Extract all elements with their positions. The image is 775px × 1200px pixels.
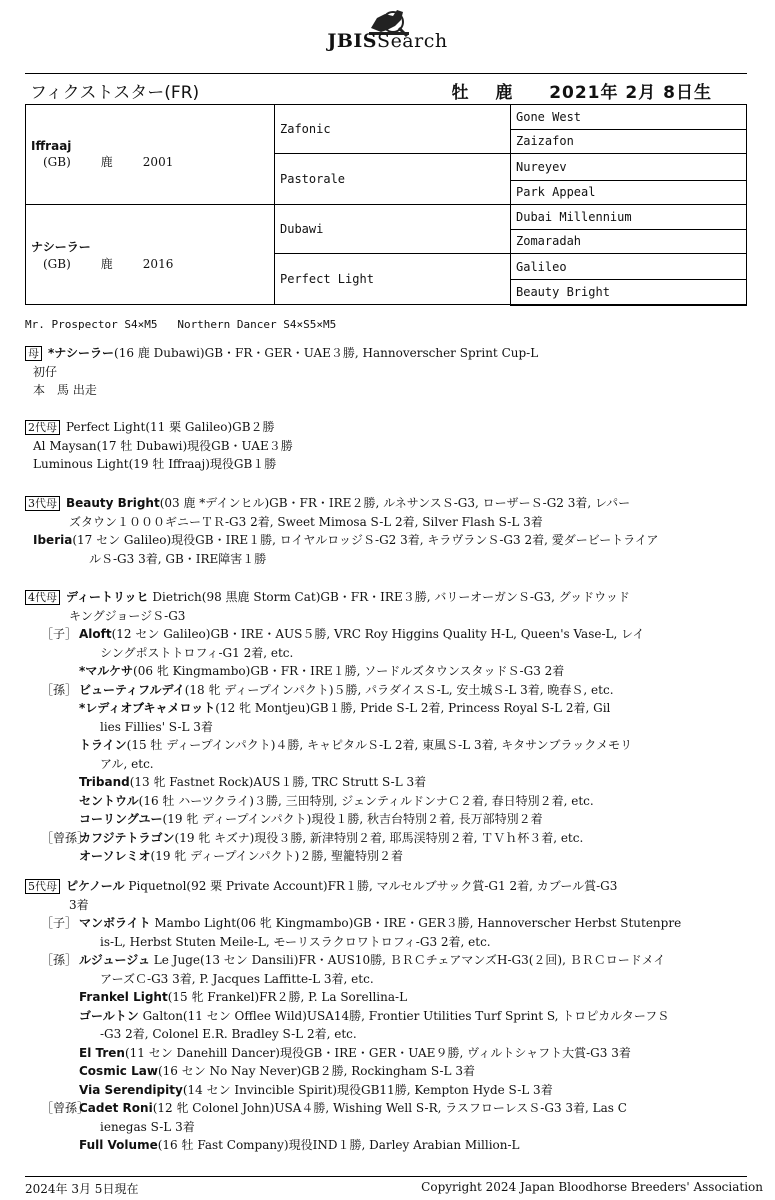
g4-line2: キングジョージＳ-G3: [69, 608, 186, 623]
g4-row-name[interactable]: *マルケサ: [79, 664, 134, 678]
header-divider: [25, 73, 747, 74]
g5-row-tag: ［子］: [41, 916, 78, 930]
sire-color: 鹿: [100, 155, 113, 169]
g2-line3: Luminous Light(19 牡 Iffraaj)現役GB１勝: [33, 457, 277, 471]
jbis-logo[interactable]: [0, 6, 775, 60]
g5-row-continuation: アーズＣ-G3 3着, P. Jacques Laffitte-L 3着, etc.: [100, 971, 374, 986]
g4-row: [25, 810, 755, 829]
g3-name[interactable]: Beauty Bright: [66, 496, 160, 510]
label-g5: 5代母: [25, 879, 60, 894]
pedigree-sire[interactable]: [26, 105, 275, 205]
sire-origin: (GB): [43, 155, 71, 169]
pedigree-sire-sire[interactable]: Zafonic: [275, 105, 511, 154]
g4-row-text: (19 牝 キズナ)現役３勝, 新津特別２着, 耶馬渓特別２着, ＴＶｈ杯３着, etc.: [174, 830, 584, 845]
g5-row-text: Galton(11 セン Offlee Wild)USA14勝, Frontier Utilities Turf Sprint S, トロピカルターフＳ: [138, 1008, 670, 1023]
dam-color: 鹿: [100, 256, 113, 271]
g4-row-text: (16 牡 ハーツクライ)３勝, 三田特別, ジェンティルドンナＣ２着, 春日特別２着, etc.: [138, 793, 594, 808]
g4-row: [25, 773, 755, 792]
pedigree-dss[interactable]: Dubai Millennium: [511, 205, 747, 230]
g5-row-name[interactable]: Full Volume: [79, 1138, 158, 1152]
g4-row-tag: ［孫］: [41, 682, 78, 697]
g5-row: [25, 1136, 755, 1155]
pedigree-dsd[interactable]: Zomaradah: [511, 229, 747, 254]
footer-date: 2024年 3月 5日現在: [25, 1182, 139, 1196]
pedigree-sds[interactable]: Nureyev: [511, 154, 747, 181]
horse-info: [452, 78, 713, 103]
g4-row-text: (13 牝 Fastnet Rock)AUS１勝, TRC Strutt S-L 3着: [129, 775, 427, 789]
footer-divider: [25, 1176, 747, 1177]
g5-row-text: (15 牝 Frankel)FR２勝, P. La Sorellina-L: [167, 990, 408, 1004]
sire-name[interactable]: Iffraaj: [31, 139, 72, 153]
g5-row-text: (11 セン Danehill Dancer)現役GB・IRE・GER・UAE９勝, ヴィルトシャフト大賞-G3 3着: [124, 1045, 631, 1060]
g4-row-name[interactable]: Aloft: [79, 627, 112, 641]
pedigree-dam-sire[interactable]: Dubawi: [275, 205, 511, 254]
g4-row-text: (18 牝 ディープインパクト)５勝, パラダイスＳ-L, 安土城Ｓ-L 3着, 晩春Ｓ, etc.: [184, 682, 614, 697]
g5-text: Piquetnol(92 栗 Private Account)FR１勝, マルセルブサック賞-G1 2着, カブール賞-G3: [124, 879, 618, 893]
pedigree-dds[interactable]: Galileo: [511, 254, 747, 280]
g5-row-text: Le Juge(13 セン Dansili)FR・AUS10勝, ＢＲＣチェアマンズH-G3(２回), ＢＲＣロードメイ: [149, 953, 666, 967]
g4-row: [25, 829, 755, 848]
label-g4: 4代母: [25, 590, 60, 605]
dam-name[interactable]: ナシーラー: [31, 239, 91, 254]
horse-birth: 2021年 2月 8日生: [549, 83, 712, 103]
g5-row-name[interactable]: マンボライト: [79, 916, 151, 930]
pedigree-sdd[interactable]: Park Appeal: [511, 180, 747, 205]
dam-origin: (GB): [43, 256, 71, 271]
g4-row-name[interactable]: コーリングユー: [79, 812, 163, 826]
g2-line2: Al Maysan(17 牡 Dubawi)現役GB・UAE３勝: [33, 438, 293, 453]
g5-row: [25, 1007, 755, 1026]
g4-text: Dietrich(98 黒鹿 Storm Cat)GB・FR・IRE３勝, バリーオーガンＳ-G3, グッドウッド: [148, 590, 630, 604]
pedigree-dam[interactable]: [26, 205, 275, 305]
g4-row: [25, 662, 755, 681]
g5-row-text: (14 セン Invincible Spirit)現役GB11勝, Kempton Hyde S-L 3着: [182, 1082, 553, 1097]
pedigree-sire-dam[interactable]: Pastorale: [275, 154, 511, 205]
g5-row-continuation: ienegas S-L 3着: [100, 1119, 195, 1134]
g4-name[interactable]: ディートリッヒ: [66, 590, 149, 604]
g4-row: [25, 699, 755, 718]
inbreeding-note: Mr. Prospector S4×M5 Northern Dancer S4×S5×M5: [25, 318, 337, 331]
g4-row-text: (12 牝 Montjeu)GB１勝, Pride S-L 2着, Princess Royal S-L 2着, Gil: [215, 701, 611, 715]
g4-row: [25, 792, 755, 811]
g4-row-continuation: アル, etc.: [100, 756, 154, 771]
g5-row-name[interactable]: Frankel Light: [79, 990, 168, 1004]
g4-row-name[interactable]: *レディオブキャメロット: [79, 701, 216, 715]
g4-row-text: (19 牝 ディープインパクト)２勝, 聖籠特別２着: [150, 849, 403, 863]
g4-row-text: (06 牝 Kingmambo)GB・FR・IRE１勝, ソードルズタウンスタッドＳ-G3 2着: [133, 664, 565, 678]
pedigree-ddd[interactable]: Beauty Bright: [511, 280, 747, 305]
section-g4: [25, 588, 755, 866]
logo-text-search: Search: [377, 30, 448, 52]
g4-row-tag: ［曾孫］: [41, 830, 90, 845]
g4-row: [25, 847, 755, 866]
g4-row-name[interactable]: カフジテトラゴン: [79, 830, 175, 845]
g4-row-name[interactable]: Triband: [79, 775, 130, 789]
g5-row-text: (16 牡 Fast Company)現役IND１勝, Darley Arabian Million-L: [157, 1138, 520, 1152]
g4-rows: [25, 625, 755, 866]
horse-color: 鹿: [495, 83, 514, 103]
g5-row-tag: ［孫］: [41, 953, 78, 967]
g5-row-tag: ［曾孫］: [41, 1101, 90, 1115]
g4-row-name[interactable]: オーソレミオ: [79, 849, 151, 863]
g5-row-name[interactable]: ゴールトン: [79, 1008, 139, 1023]
pedigree-ssd[interactable]: Zaizafon: [511, 129, 747, 154]
horse-sex: 牡: [451, 83, 470, 103]
dam-year: 2016: [142, 256, 174, 271]
g4-row: [25, 736, 755, 755]
g5-row-name[interactable]: ルジュージュ: [79, 953, 150, 967]
dam-section-text: (16 鹿 Dubawi)GB・FR・GER・UAE３勝, Hannoverscher Sprint Cup-L: [114, 346, 539, 360]
g3-line4: ルＳ-G3 3着, GB・IRE障害１勝: [89, 551, 267, 566]
g4-row-name[interactable]: トライン: [79, 738, 127, 752]
g4-row-continuation: シングポストトロフィ-G1 2着, etc.: [100, 645, 294, 660]
dam-section-line3: 本 馬 出走: [33, 383, 97, 397]
section-g2: [25, 418, 755, 474]
g3-text: (03 鹿 *デインヒル)GB・FR・IRE２勝, ルネサンスＳ-G3, ローザーＳ-G2 3着, レパー: [159, 496, 631, 510]
pedigree-sss[interactable]: Gone West: [511, 105, 747, 130]
g5-row: [25, 914, 755, 933]
g4-row-name[interactable]: セントウル: [79, 793, 139, 808]
g4-row-continuation: lies Fillies' S-L 3着: [100, 719, 213, 734]
g5-line2: 3着: [69, 897, 89, 912]
g4-row-text: (19 牝 ディープインパクト)現役１勝, 秋吉台特別２着, 長万部特別２着: [162, 812, 543, 826]
g4-row-text: (12 セン Galileo)GB・IRE・AUS５勝, VRC Roy Higgins Quality H-L, Queen's Vase-L, レイ: [111, 627, 645, 641]
label-g2: 2代母: [25, 420, 60, 435]
g5-row: [25, 1081, 755, 1100]
g5-row: [25, 1099, 755, 1118]
horse-name: フィクストスター(FR): [30, 83, 200, 103]
g5-row-text: Mambo Light(06 牝 Kingmambo)GB・IRE・GER３勝, Hannoverscher Herbst Stutenpre: [150, 916, 682, 930]
g4-row-name[interactable]: ビューティフルデイ: [79, 682, 185, 697]
horse-title-row: [30, 78, 750, 104]
label-g3: 3代母: [25, 496, 60, 511]
g5-row: [25, 1044, 755, 1063]
g5-row-continuation: is-L, Herbst Stuten Meile-L, モーリスラクロワトロフィ-G3 2着, etc.: [100, 934, 491, 949]
pedigree-table: [25, 104, 747, 306]
g5-row-name[interactable]: Via Serendipity: [79, 1082, 183, 1097]
logo-text-jbis: JBIS: [327, 30, 378, 52]
section-dam: [25, 344, 755, 400]
g5-row-text: (16 セン No Nay Never)GB２勝, Rockingham S-L 3着: [157, 1064, 475, 1078]
g4-row-text: (15 牡 ディープインパクト)４勝, キャピタルＳ-L 2着, 東風Ｓ-L 3着, キタサンブラックメモリ: [126, 738, 633, 752]
g5-row-name[interactable]: El Tren: [79, 1045, 125, 1060]
g2-text: Perfect Light(11 栗 Galileo)GB２勝: [66, 420, 275, 434]
section-g5: [25, 877, 755, 1155]
dam-section-line2: 初仔: [33, 364, 58, 379]
sire-year: 2001: [142, 155, 174, 169]
g5-rows: [25, 914, 755, 1155]
g5-name[interactable]: ピケノール: [66, 879, 125, 893]
g3-line2: ズタウン１０００ギニーＴＲ-G3 2着, Sweet Mimosa S-L 2着, Silver Flash S-L 3着: [69, 514, 543, 529]
g5-row-continuation: -G3 2着, Colonel E.R. Bradley S-L 2着, etc.: [100, 1027, 357, 1041]
g4-row: [25, 625, 755, 644]
g4-row: [25, 681, 755, 700]
g5-row-name[interactable]: Cosmic Law: [79, 1064, 158, 1078]
label-dam: 母: [25, 346, 42, 361]
pedigree-dam-dam[interactable]: Perfect Light: [275, 254, 511, 305]
section-g3: [25, 494, 755, 568]
g3-line3-text: (17 セン Galileo)現役GB・IRE１勝, ロイヤルロッジＳ-G2 3着, キラヴランＳ-G3 2着, 愛ダービートライア: [72, 533, 659, 547]
dam-section-name[interactable]: *ナシーラー: [48, 346, 115, 360]
footer-copyright: Copyright 2024 Japan Bloodhorse Breeders' Association: [421, 1180, 763, 1194]
g5-row: [25, 988, 755, 1007]
g5-row: [25, 1062, 755, 1081]
g5-row-text: (12 牝 Colonel John)USA４勝, Wishing Well S-R, ラスフローレスＳ-G3 3着, Las C: [152, 1101, 627, 1115]
g4-row-tag: ［子］: [41, 627, 78, 641]
g5-row: [25, 951, 755, 970]
g5-row-name[interactable]: Cadet Roni: [79, 1101, 153, 1115]
g3-line3-name[interactable]: Iberia: [33, 533, 73, 547]
